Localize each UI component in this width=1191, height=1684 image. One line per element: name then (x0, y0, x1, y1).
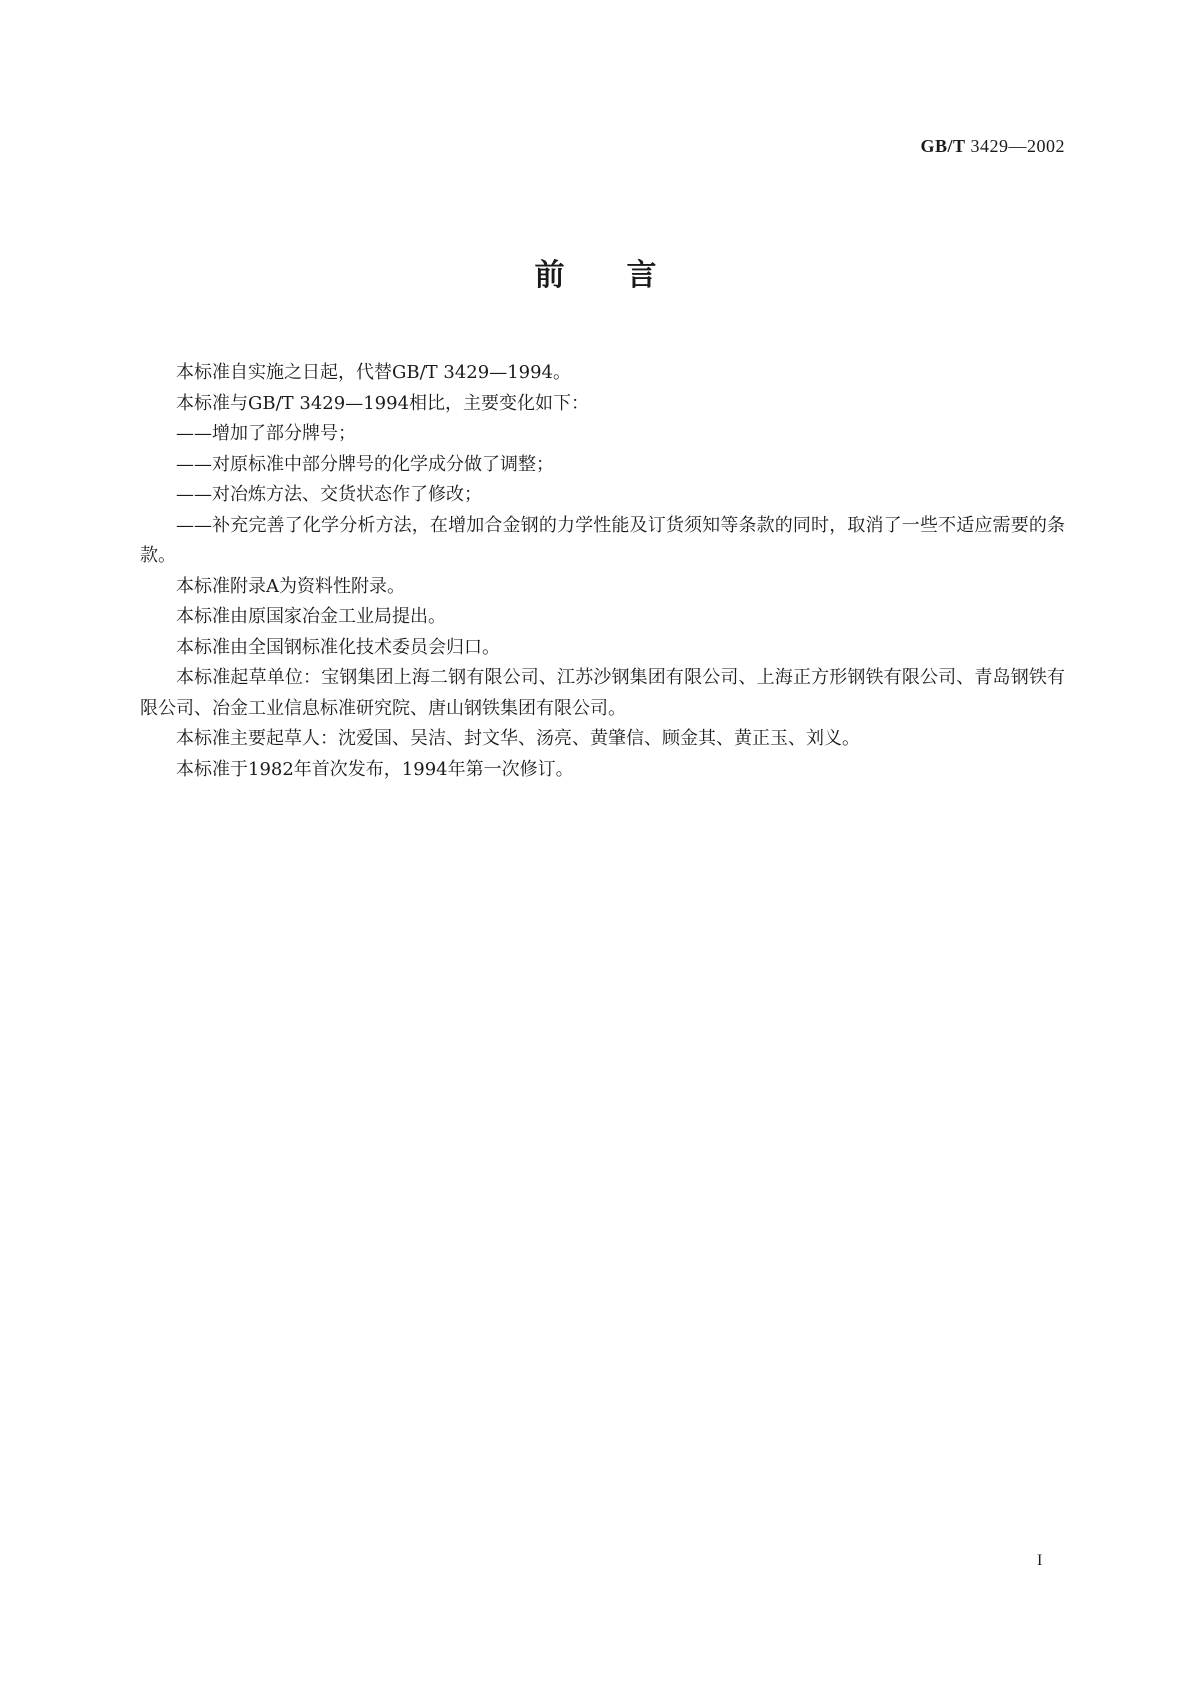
paragraph-drafting-units: 本标准起草单位：宝钢集团上海二钢有限公司、江苏沙钢集团有限公司、上海正方形钢铁有限公司、青岛钢铁有限公司、冶金工业信息标准研究院、唐山钢铁集团有限公司。 (140, 667, 1065, 719)
paragraph-change-2: ——对原标准中部分牌号的化学成分做了调整； (176, 453, 554, 475)
paragraph-proposer: 本标准由原国家冶金工业局提出。 (176, 606, 446, 627)
standard-prefix: GB/T (920, 136, 966, 156)
paragraph-replaces: 本标准自实施之日起，代替GB/T 3429—1994。 (176, 362, 572, 383)
paragraph-changes-intro: 本标准与GB/T 3429—1994相比，主要变化如下： (176, 392, 590, 414)
page-title: 前言 (534, 258, 719, 293)
paragraph-committee: 本标准由全国钢标准化技术委员会归口。 (176, 636, 500, 658)
paragraph-change-3: ——对冶炼方法、交货状态作了修改； (176, 484, 482, 505)
foreword-body (140, 358, 1065, 785)
paragraph-history: 本标准于1982年首次发布，1994年第一次修订。 (176, 758, 574, 780)
paragraph-change-1: ——增加了部分牌号； (176, 423, 356, 444)
standard-code (920, 136, 1065, 157)
page-number: I (1037, 1552, 1043, 1569)
paragraph-drafters: 本标准主要起草人：沈爱国、吴洁、封文华、汤亮、黄肇信、顾金其、黄正玉、刘义。 (176, 728, 860, 749)
paragraph-change-4: ——补充完善了化学分析方法，在增加合金钢的力学性能及订货须知等条款的同时，取消了一些不适应需要的条款。 (140, 514, 1065, 566)
standard-number: 3429—2002 (970, 136, 1065, 156)
paragraph-annex: 本标准附录A为资料性附录。 (176, 575, 405, 597)
